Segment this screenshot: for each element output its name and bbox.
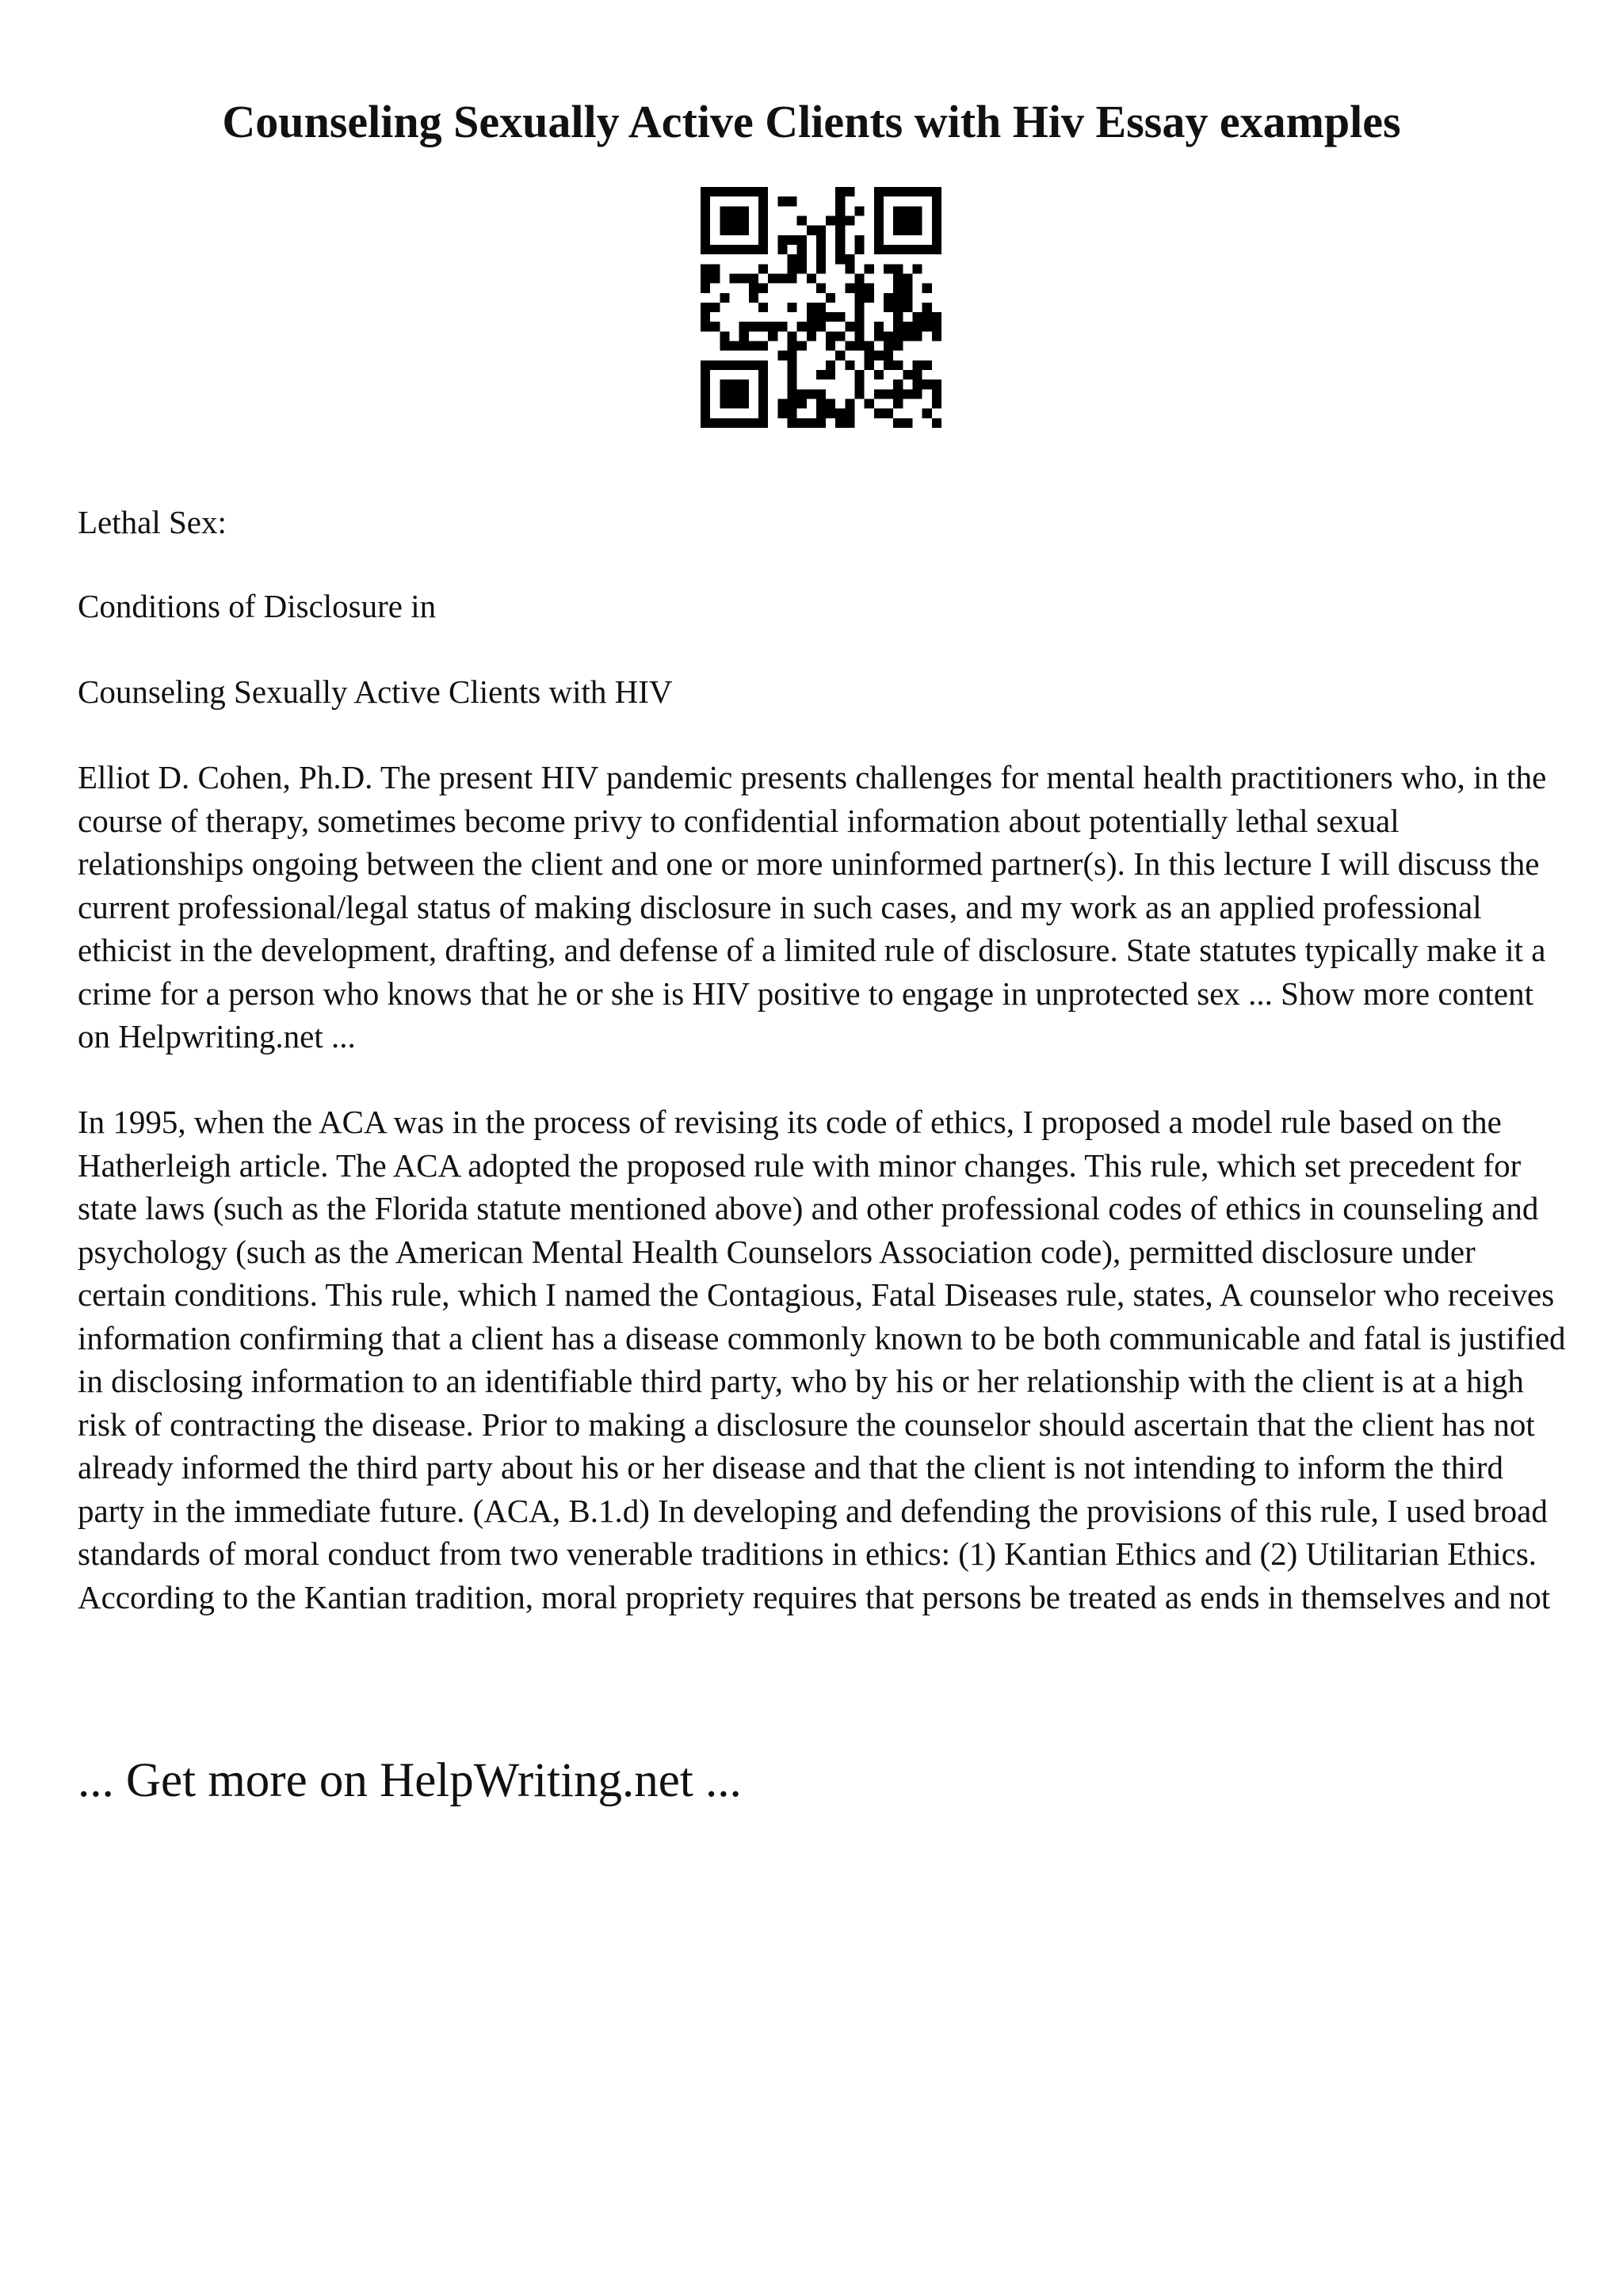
paragraph-lethal-sex: Lethal Sex: — [78, 504, 227, 540]
paragraph-aca-rule: In 1995, when the ACA was in the process of revising its code of ethics, I proposed a model rule based on the Hatherleigh article. The ACA adopted the proposed rule with minor changes. This rule, which set precedent for state laws (such as the Florida statute mentioned above) and other professional codes of ethics in counseling and psychology (such as the American Mental Health Counselors Association code), permitted disclosure under certain conditions. This rule, which I named the Contagious, Fatal Diseases rule, states, A counselor who receives information confirming that a client has a disease commonly known to be both communicable and fatal is justified in disclosing information to an identifiable third party, who by his or her relationship with the client is at a high risk of contracting the disease. Prior to making a disclosure the counselor should ascertain that the client has not already informed the third party about his or her disease and that the client is not intending to inform the third party in the immediate future. (ACA, B.1.d) In developing and defending the provisions of this rule, I used broad standards of moral conduct from two venerable traditions in ethics: (1) Kantian Ethics and (2) Utilitarian Ethics. According to the Kantian tradition, moral propriety requires that persons be treated as ends in themselves and not — [78, 1104, 1566, 1615]
paragraph-conditions: Conditions of Disclosure in — [78, 588, 437, 624]
qr-code-icon — [701, 187, 941, 428]
paragraph-intro: Elliot D. Cohen, Ph.D. The present HIV pandemic presents challenges for mental health practitioners who, in the course of therapy, sometimes become privy to confidential information about potentially lethal sexual relationships ongoing between the client and one or more uninformed partner(s). In this lecture I will discuss the current professional/legal status of making disclosure in such cases, and my work as an applied professional ethicist in the development, drafting, and defense of a limited rule of disclosure. State statutes typically make it a crime for a person who knows that he or she is HIV positive to engage in unprotected sex ... Show more content on Helpwriting.net ... — [78, 759, 1547, 1055]
document-title: Counseling Sexually Active Clients with Hiv Essay examples — [222, 96, 1401, 147]
footer-link-text[interactable]: ... Get more on HelpWriting.net ... — [78, 1754, 742, 1807]
paragraph-subtitle: Counseling Sexually Active Clients with HIV — [78, 673, 673, 710]
